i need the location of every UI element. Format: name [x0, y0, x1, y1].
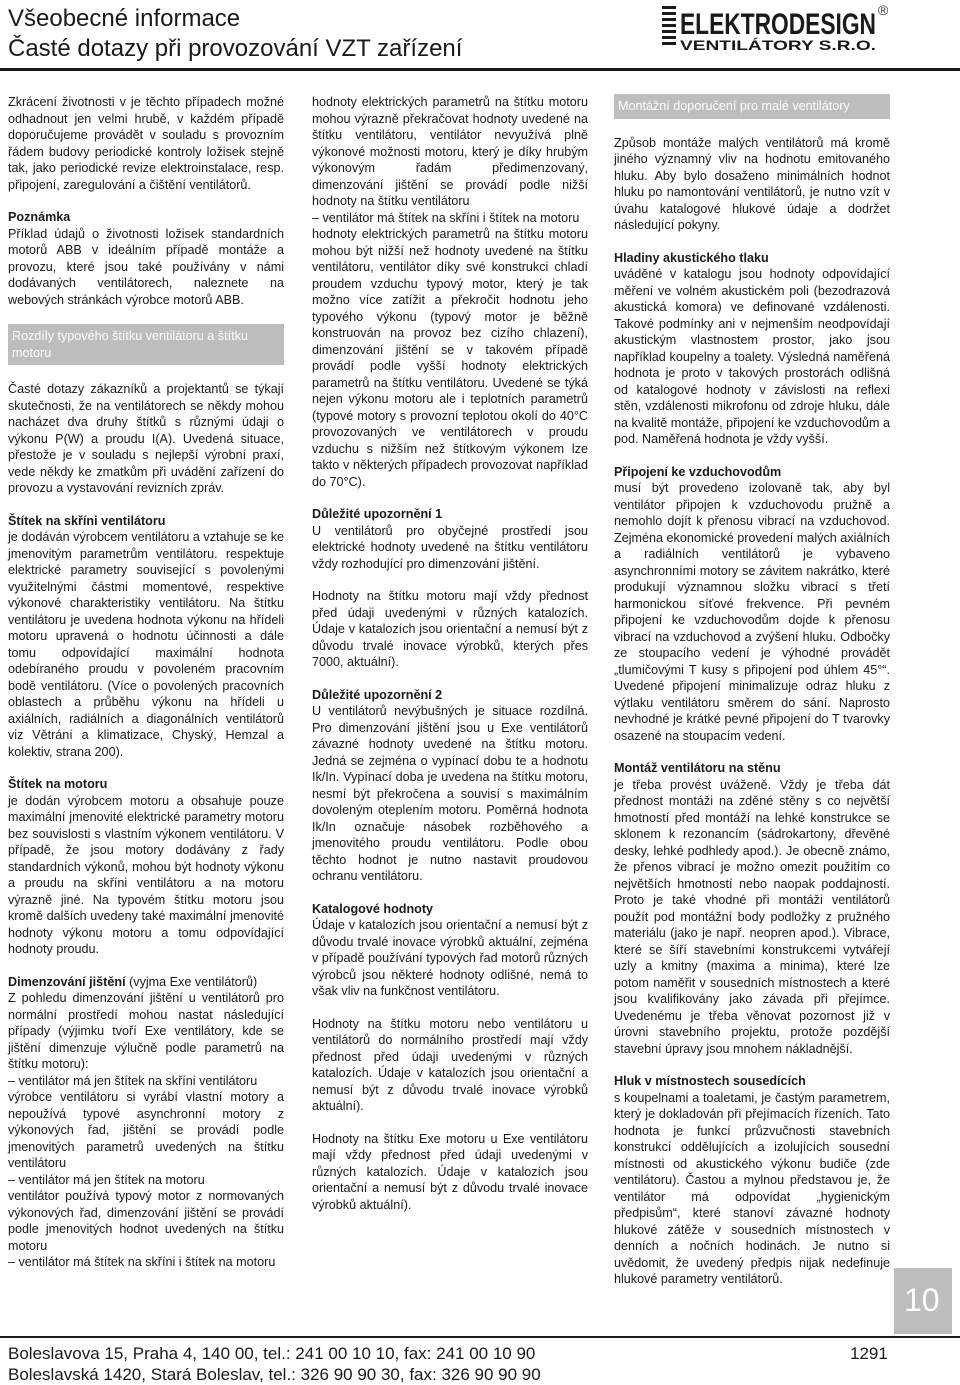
section-heading: Připojení ke vzduchovodům [614, 464, 782, 479]
page-title [8, 4, 462, 64]
title-line-2: Časté dotazy při provozování VZT zařízení [8, 35, 463, 62]
footer-line-1: Boleslavova 15, Praha 4, 140 00, tel.: 241 00 10 10, fax: 241 00 10 90 [8, 1344, 536, 1363]
section-heading: Hladiny akustického tlaku [614, 250, 769, 265]
section-heading: Hluk v místnostech sousedících [614, 1074, 806, 1088]
paragraph: Údaje v katalozích jsou orientační a nemusí být z důvodu trvalé inovace výrobků aktuální, zejména v případě používání typových řad motorů různých výrobců jsou některé hodnoty odlišné, nemá to však vliv na funkčnost ventilátoru. [312, 918, 588, 998]
paragraph: Časté dotazy zákazníků a projektantů se týkají skutečnosti, že na ventilátorech se někdy mohou nacházet dva druhy štítků s různými údaji o výkonu P(W) a proudu I(A). Uvedená situace, přestože je v souladu s nejlepší výrobní praxí, vede někdy ke zmatkům při uvádění zařízení do provozu a vystavování revizních zpráv. [8, 382, 284, 495]
header-rule [0, 68, 960, 71]
case-heading: – ventilátor má štítek na skříni i štítek na motoru [8, 1255, 276, 1269]
section-heading: Štítek na motoru [8, 777, 108, 791]
footer-rule [0, 1336, 960, 1338]
paragraph: Hodnoty na štítku motoru mají vždy přednost před údaji uvedenými v různých katalozích. Údaje v katalozích jsou orientační a nemusí být z důvodu trvalé inovace výrobků, kterých přes 7000, aktuální). [312, 589, 588, 669]
case-heading: – ventilátor má jen štítek na skříni ventilátoru [8, 1073, 258, 1088]
paragraph: Z pohledu dimenzování jištění u ventilátorů pro normální prostředí mohou nastat následující případy (výjimku tvoří Exe ventilátory, kde se jištění dimenzuje výlučně podle parametrů na štítku motoru): [8, 991, 284, 1071]
paragraph: Způsob montáže malých ventilátorů má kromě jiného významný vliv na hodnotu emitovaného hluku. Aby bylo dosaženo minimálních hodnot hluku po namontování ventilátorů, je nutno vzít v úvahu katalogové hlukové údaje a dodržet následující pokyny. [614, 135, 890, 232]
section-heading: Dimenzování jištění [8, 974, 126, 989]
paragraph: Zkrácení životnosti v je těchto případech možné odhadnout jen velmi hrubě, v každém případě doporučujeme provádět v souladu s provozním řádem budovy periodické kontroly ložisek stejně tak, jako periodické revize elektroinstalace, resp. připojení, zaregulování a čištění ventilátorů. [8, 95, 284, 192]
paragraph: U ventilátorů nevýbušných je situace rozdílná. Pro dimenzování jištění jsou u Exe ventilátorů závazné hodnoty uvedené na štítku motoru. Jedná se zejména o vypínací dobu te a hodnotu Ik/In. Vypínací doba je uvedena na štítku motoru, nesmí být překročena a souvisí s maximálním dovoleným oteplením motoru. Poměrná hodnota Ik/In označuje násobek rozběhového a jmenovitého proudu ventilátoru. Podle obou těchto hodnot je nutno nastavit proudovou ochranu ventilátoru. [312, 704, 588, 883]
paragraph: U ventilátorů pro obyčejné prostředí jsou elektrické hodnoty uvedené na štítku ventilátoru vždy rozhodující pro dimenzování jištění. [312, 523, 588, 571]
paragraph: hodnoty elektrických parametrů na štítku motoru mohou výrazně překračovat hodnoty uvedené na štítku ventilátoru, ventilátor nevyužívá plně výkonové možnosti motoru, který je díky hrubým výkonovým řadám předimenzovaný, dimenzování jištění se provádí podle nižší hodnoty na štítku ventilátoru [312, 95, 588, 208]
case-text: výrobce ventilátoru si vyrábí vlastní motory a nepoužívá typové asynchronní motory z výkonových řad, jištění se provádí podle jmenovitých parametrů uvedených na štítku ventilátoru [8, 1090, 284, 1170]
title-line-1: Všeobecné informace [8, 5, 241, 32]
paragraph: s koupelnami a toaletami, je častým parametrem, který je dokladován při přejímacích řízeních. Tato hodnota je funkcí průzvučnosti stavebních konstrukcí oddělujících a izolujících sousední místnosti od akustického výkonu budiče (zde ventilátoru). Častou a mylnou představou je, že ventilátor má odpovídat „hygienickým předpisům“, které stanoví závazné hodnoty hlukové zátěže v sousedních místnostech v denních a nočních hodinách. Je nutno si uvědomit, že uvedený předpis nijak nedefinuje hlukové parametry ventilátorů. [614, 1090, 890, 1286]
heading-suffix: (vyjma Exe ventilátorů) [125, 974, 258, 989]
footer-line-2: Boleslavská 1420, Stará Boleslav, tel.: 326 90 90 30, fax: 326 90 90 90 [8, 1365, 541, 1384]
paragraph: Příklad údajů o životnosti ložisek standardních motorů ABB v ideálním případě montáže a provozu, které jsou také používány v námi dodávaných ventilátorech, naleznete na webových stránkách výrobce motorů ABB. [8, 226, 284, 307]
section-heading-line [8, 974, 284, 991]
section-banner: Rozdíly typového štítku ventilátoru a štítku motoru [8, 324, 284, 365]
registered-mark: ® [878, 2, 889, 18]
column-3 [614, 94, 890, 1304]
paragraph: je třeba provést uváženě. Vždy je třeba dát přednost montáži na zděné stěny s co největší hmotností před montáží na lehké konstrukce se sklonem k rezonancím (sádrokartony, dřevěné desky, lehké podhledy apod.). Je obecně známo, že přenos vibrací je možno omezit použitím co největších hmotností nebo naopak poddajností. Proto je také vhodné při montáži ventilátorů použít pod montážní body podložky z pružného materiálu (jako je např. neopren apod.). Vibrace, které se šíří stavebními konstrukcemi vytvářejí uzly a kmitny (maxima a minima), které lze potom naměřit v sousedních místnostech a které jsou kvalifikovány jako závada při přejímce. Uvedenému je třeba věnovat pozornost již v úrovni stavebního projektu, protože pozdější stavební úpravy jsou mnohem nákladnější. [614, 777, 890, 1056]
paragraph: je dodán výrobcem motoru a obsahuje pouze maximální jmenovité elektrické parametry motoru bez souvislosti s vlastním výkonem ventilátoru. V případě, že jsou motory dodávány z řady standardních výkonů, mohou být hodnoty výkonu a proudu na skříni ventilátoru a na motoru výrazně jiné. Na typovém štítku motoru jsou kromě dalších uvedeny také maximální jmenovité hodnoty výkonu motoru a tomu odpovídající hodnoty proudu. [8, 793, 284, 956]
paragraph: je dodáván výrobcem ventilátoru a vztahuje se ke jmenovitým parametrům ventilátoru. respektuje elektrické parametry související s povolenými využitelnými částmi momentové, respektive výkonové charakteristiky ventilátoru. Na štítku ventilátoru je uvedena hodnota výkonu na hřídeli motoru upravená o hodnotu účinnosti a dále tomu odpovídající maximální hodnota odebíraného proudu v povoleném pracovním bodě ventilátoru. (Více o povolených pracovních oblastech a průběhu výkonu na hřídeli u axiálních, radiálních a diagonálních ventilátorů viz Větrání a klimatizace, Chyský, Hemzal a kolektiv, strana 200). [8, 530, 284, 759]
section-heading: Důležité upozornění 1 [312, 507, 443, 521]
paragraph: hodnoty elektrických parametrů na štítku motoru mohou být nižší než hodnoty uvedené na štítku ventilátoru, ventilátor díky své konstrukci chladí proudem vzduchu typový motor, který je tak možno více zatížit a překročit hodnotu jeho typového výkonu (typový motor je běžně konstruován na provoz bez cizího chlazení), dimenzování jištění se v takovém případě provádí podle vyšší hodnoty elektrických parametrů na štítku ventilátoru. Uvedené se týká nejen výkonu motoru ale i teplotních parametrů (typové motory s provozní teplotou okolí do 40°C provozovaných ve ventilátorech v proudu vzduchu s nižším než štítkovým výkonem lze takto v některých případech provozovat například do 70°C). [312, 227, 588, 489]
section-banner: Montážní doporučení pro malé ventilátory [614, 94, 890, 119]
section-heading: Montáž ventilátoru na stěnu [614, 761, 781, 775]
case-heading: – ventilátor má štítek na skříni i štítek na motoru [312, 210, 580, 225]
column-1 [8, 94, 284, 1271]
case-heading: – ventilátor má jen štítek na motoru [8, 1172, 205, 1187]
paragraph: musí být provedeno izolovaně tak, aby byl ventilátor připojen k vzduchovodu pružně a nemohlo dojít k přenosu vibrací na vzduchovod. Zejména ekonomické provedení malých axiálních a radiálních ventilátorů je vybaveno asynchronními motory se závitem nakrátko, které produkují významnou složku vibrací s třetí harmonickou síťové frekvence. Při pevném připojení ke vzduchovodům dojde k přenosu vibrací na vzduchovod a zvýšení hluku. Odbočky ze stoupacího vedení je výhodné provádět „tlumičovými T kusy s připojení pod úhlem 45°“. Uvedené připojení minimalizuje odraz hluku z výtlaku ventilátoru směrem do sání. Naprosto nevhodné je krátké pevné připojení do T tvarovky osazené na stoupacím vedení. [614, 481, 890, 743]
logo-subtext: VENTILÁTORY S.R.O. [680, 37, 876, 52]
section-heading: Štítek na skříni ventilátoru [8, 513, 166, 528]
paragraph: Hodnoty na štítku motoru nebo ventilátoru u ventilátorů do normálního prostředí mají vždy přednost před údaji uvedenými v různých katalozích. Údaje v katalozích jsou orientační a nemusí být z důvodu trvalé inovace výrobků aktuální). [312, 1016, 588, 1113]
catalog-page-number: 1291 [850, 1344, 888, 1363]
page-number-tab [894, 1268, 952, 1334]
case-text: ventilátor používá typový motor z normovaných výkonových řad, dimenzování jištění se provádí podle jmenovitých hodnot uvedených na štítku motoru [8, 1189, 284, 1253]
footer-address [8, 1343, 541, 1385]
section-heading: Katalogové hodnoty [312, 901, 434, 916]
logo-text: ELEKTRODESIGN [680, 8, 876, 41]
section-heading: Poznámka [8, 210, 71, 224]
elektrodesign-logo [662, 4, 888, 52]
paragraph: uváděné v katalogu jsou hodnoty odpovídající měření ve volném akustickém poli (bezodrazová akustická komora) ve definované vzdálenosti. Takové podmínky ani v nejmenším neodpovídají akustickým vlastnostem prostor, jako jsou například koupelny a toalety. Výsledná naměřená hodnota je proto v takových prostorách odlišná od katalogové hodnoty v závislosti na reflexi stěn, vzdálenosti mikrofonu od zdroje hluku, dále na kvalitě montáže, připojení ke vzduchovodům a pod. Naměřená hodnota je vždy vyšší. [614, 267, 890, 446]
page-number: 10 [904, 1282, 940, 1318]
section-heading: Důležité upozornění 2 [312, 687, 443, 702]
paragraph: Hodnoty na štítku Exe motoru u Exe ventilátoru mají vždy přednost před údaji uvedenými v různých katalozích. Údaje v katalozích jsou orientační a nemusí být z důvodu trvalé inovace výrobků aktuální). [312, 1131, 588, 1212]
column-2 [312, 94, 588, 1229]
